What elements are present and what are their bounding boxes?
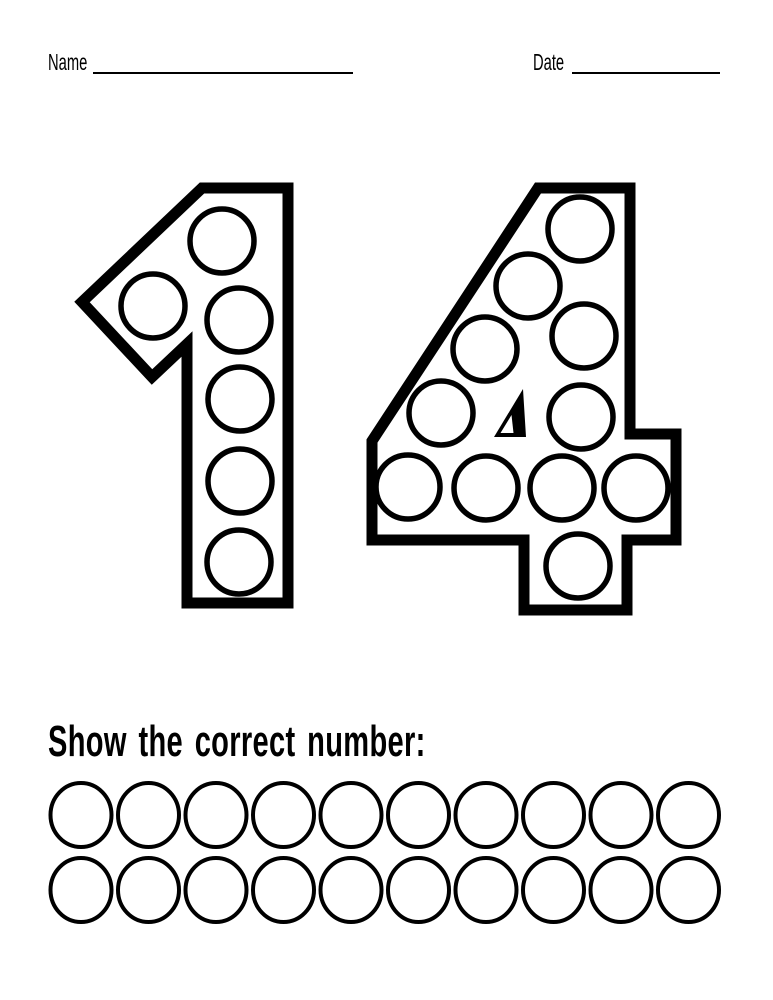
answer-grid-dot-circle[interactable] xyxy=(321,783,382,847)
answer-grid-dot-circle[interactable] xyxy=(118,783,179,847)
answer-grid-dot-circle[interactable] xyxy=(658,858,719,922)
digit-4-dot-circle[interactable] xyxy=(546,534,610,598)
answer-grid-dot-circle[interactable] xyxy=(186,783,247,847)
answer-grid-dot-circle[interactable] xyxy=(456,858,517,922)
name-label: Name xyxy=(48,49,88,75)
answer-grid-dot-circle[interactable] xyxy=(51,858,112,922)
answer-grid-dot-circle[interactable] xyxy=(523,858,584,922)
digit-4-dot-circle[interactable] xyxy=(548,197,612,261)
digit-4-dot-circle[interactable] xyxy=(549,385,613,449)
digit-1-dot-circle[interactable] xyxy=(121,274,185,338)
digit-1 xyxy=(82,188,288,603)
digit-1-dot-circle[interactable] xyxy=(207,288,271,352)
digit-1-dot-circle[interactable] xyxy=(207,530,271,594)
answer-grid-dot-circle[interactable] xyxy=(456,783,517,847)
answer-grid-dot-circle[interactable] xyxy=(388,858,449,922)
date-label: Date xyxy=(533,49,565,75)
answer-grid-dot-circle[interactable] xyxy=(591,783,652,847)
answer-grid-dots xyxy=(51,783,720,922)
digit-1-dot-circle[interactable] xyxy=(208,449,272,513)
answer-grid-dot-circle[interactable] xyxy=(253,783,314,847)
prompt-text: Show the correct number: xyxy=(48,717,426,766)
answer-grid-dot-circle[interactable] xyxy=(658,783,719,847)
digit-4-dot-circle[interactable] xyxy=(454,456,518,520)
digit-1-dot-circle[interactable] xyxy=(190,209,254,273)
digit-4-dot-circle[interactable] xyxy=(409,381,473,445)
digit-4-dot-circle[interactable] xyxy=(376,455,440,519)
answer-grid-dot-circle[interactable] xyxy=(388,783,449,847)
digit-4-dot-circle[interactable] xyxy=(604,456,668,520)
answer-grid-dot-circle[interactable] xyxy=(186,858,247,922)
answer-grid-dot-circle[interactable] xyxy=(523,783,584,847)
digit-1-dot-circle[interactable] xyxy=(208,367,272,431)
answer-grid-dot-circle[interactable] xyxy=(118,858,179,922)
answer-grid-dot-circle[interactable] xyxy=(51,783,112,847)
digit-4-dot-circle[interactable] xyxy=(530,456,594,520)
answer-grid-dot-circle[interactable] xyxy=(253,858,314,922)
answer-grid-dot-circle[interactable] xyxy=(321,858,382,922)
digit-4 xyxy=(372,188,676,610)
digit-4-dot-circle[interactable] xyxy=(496,254,560,318)
answer-grid-dot-circle[interactable] xyxy=(591,858,652,922)
digit-4-dot-circle[interactable] xyxy=(453,317,517,381)
digit-4-dot-circle[interactable] xyxy=(552,304,616,368)
